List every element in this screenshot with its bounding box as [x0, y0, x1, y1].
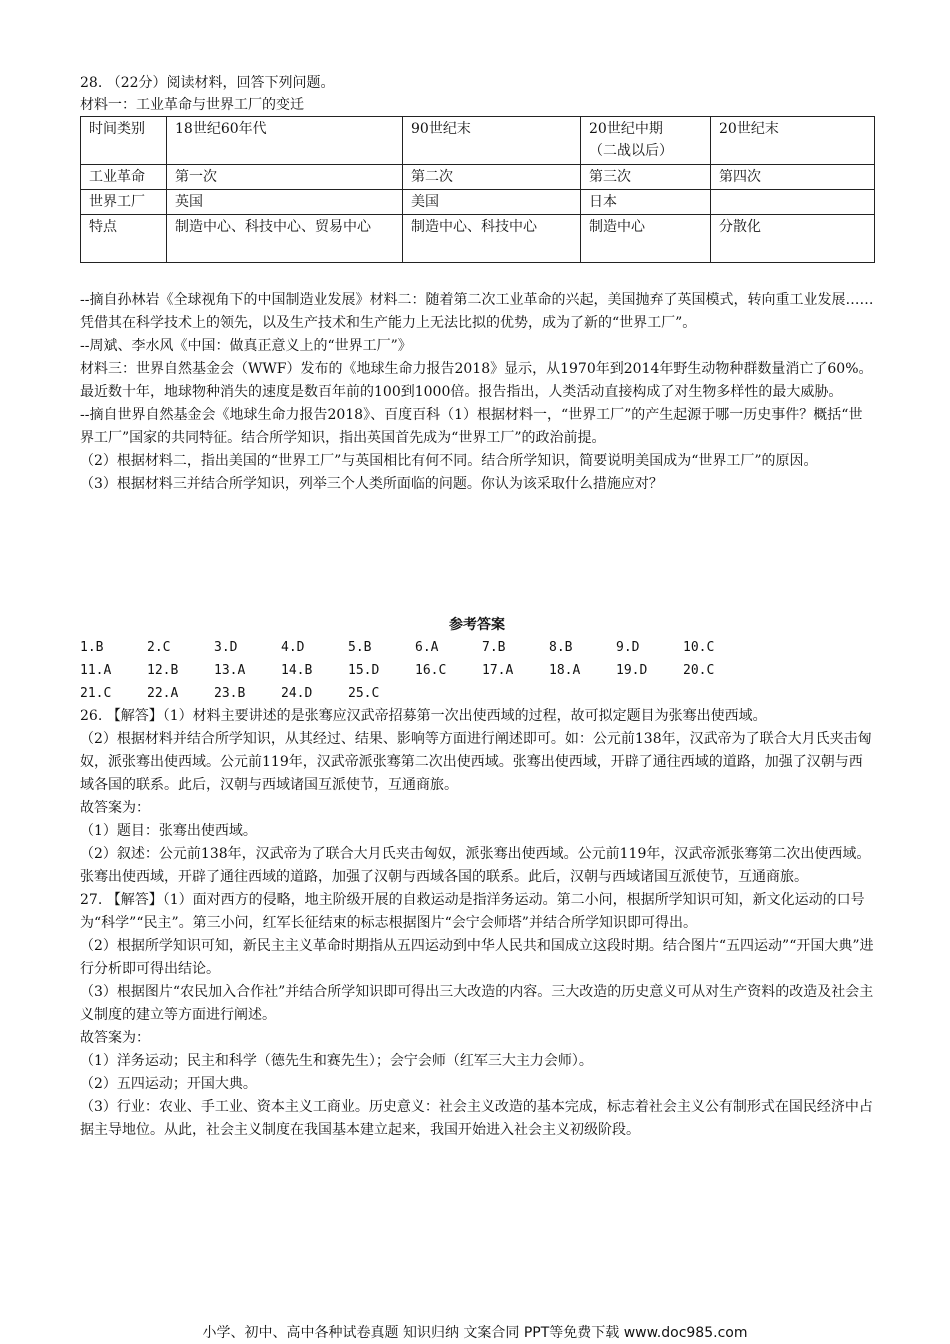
paragraph: （1）题目：张骞出使西域。: [80, 823, 257, 839]
answer-item: 15.D: [348, 663, 380, 678]
answer-item: 14.B: [281, 663, 313, 678]
table-row: [81, 215, 875, 263]
answer-item: 7.B: [482, 640, 506, 655]
paragraph: 26. 【解答】（1）材料主要讲述的是张骞应汉武帝招募第一次出使西域的过程，故可拟定题目为张骞出使西域。: [80, 708, 767, 724]
table-cell: 第三次: [581, 165, 711, 190]
answer-item: 19.D: [616, 663, 648, 678]
answer-item: 2.C: [147, 640, 171, 655]
answer-item: 6.A: [415, 640, 439, 655]
table-cell: 日本: [581, 190, 711, 215]
cell-line: 20世纪中期: [589, 121, 663, 137]
question-28-body: [80, 289, 874, 496]
footer-ad-text: 小学、初中、高中各种试卷真题 知识归纳 文案合同 PPT等免费下载 www.doc985.com: [202, 1325, 748, 1341]
table-cell: 世界工厂: [81, 190, 167, 215]
paragraph: 27. 【解答】（1）面对西方的侵略，地主阶级开展的自救运动是指洋务运动。第二小问，根据所学知识可知，新文化运动的口号为“科学”“民主”。第三小问，红军长征结束的标志根据图片“会宁会师塔”并结合所学知识即可得出。: [80, 892, 865, 931]
paragraph: 故答案为：: [80, 1030, 150, 1046]
answer-item: 1.B: [80, 640, 104, 655]
question-28-title: 28. （22分）阅读材料，回答下列问题。: [80, 75, 335, 91]
answer-item: 4.D: [281, 640, 305, 655]
paragraph: --摘自世界自然基金会《地球生命力报告2018》、百度百科（1）根据材料一，“世界工厂”的产生起源于哪一历史事件？概括“世界工厂”国家的共同特征。结合所学知识，指出英国首先成为“世界工厂”的政治前提。: [80, 407, 863, 446]
answer-item: 24.D: [281, 686, 313, 701]
material-1-title: 材料一：工业革命与世界工厂的变迁: [80, 97, 304, 113]
paragraph: --周斌、李水风《中国：做真正意义上的“世界工厂”》: [80, 338, 412, 354]
answer-item: 21.C: [80, 686, 112, 701]
paragraph: 故答案为：: [80, 800, 150, 816]
table-row: [81, 117, 875, 165]
paragraph: （3）根据图片“农民加入合作社”并结合所学知识即可得出三大改造的内容。三大改造的历史意义可从对生产资料的改造及社会主义制度的建立等方面进行阐述。: [80, 984, 874, 1023]
answer-item: 18.A: [549, 663, 581, 678]
answer-item: 23.B: [214, 686, 246, 701]
table-cell: 工业革命: [81, 165, 167, 190]
answer-item: 20.C: [683, 663, 715, 678]
table-cell: 90世纪末: [403, 117, 581, 165]
cell-line: （二战以后）: [589, 143, 673, 159]
answer-item: 13.A: [214, 663, 246, 678]
table-cell: 分散化: [711, 215, 875, 263]
paragraph: （3）根据材料三并结合所学知识，列举三个人类所面临的问题。你认为该采取什么措施应对？: [80, 476, 663, 492]
answer-item: 22.A: [147, 686, 179, 701]
answers-title: 参考答案: [449, 617, 505, 633]
answer-item: 16.C: [415, 663, 447, 678]
answer-item: 3.D: [214, 640, 238, 655]
paragraph: --摘自孙林岩《全球视角下的中国制造业发展》材料二：随着第二次工业革命的兴起，美国抛弃了英国模式，转向重工业发展……凭借其在科学技术上的领先，以及生产技术和生产能力上无法比拟的优势，成为了新的“世界工厂”。: [80, 292, 874, 331]
table-cell: 美国: [403, 190, 581, 215]
paragraph: （2）叙述：公元前138年，汉武帝为了联合大月氏夹击匈奴，派张骞出使西域。公元前119年，汉武帝派张骞第二次出使西域。张骞出使西域，开辟了通往西域的道路，加强了汉朝与西域各国的联系。此后，汉朝与西域诸国互派使节，互通商旅。: [80, 846, 871, 885]
answer-item: 10.C: [683, 640, 715, 655]
answer-item: 8.B: [549, 640, 573, 655]
answers-explanations: [80, 705, 874, 1142]
paragraph: （1）洋务运动；民主和科学（德先生和赛先生）；会宁会师（红军三大主力会师）。: [80, 1053, 593, 1069]
paragraph: （2）五四运动；开国大典。: [80, 1076, 257, 1092]
table-row: [81, 190, 875, 215]
table-cell: [711, 190, 875, 215]
answer-row: [80, 682, 874, 705]
answer-row: [80, 636, 874, 659]
table-cell: 制造中心: [581, 215, 711, 263]
answer-item: 9.D: [616, 640, 640, 655]
table-cell: 制造中心、科技中心: [403, 215, 581, 263]
answer-item: 11.A: [80, 663, 112, 678]
paragraph: （2）根据材料并结合所学知识，从其经过、结果、影响等方面进行阐述即可。如：公元前138年，汉武帝为了联合大月氏夹击匈奴，派张骞出使西域。公元前119年，汉武帝派张骞第二次出使西域。张骞出使西域，开辟了通往西域的道路，加强了汉朝与西域各国的联系。此后，汉朝与西域诸国互派使节，互通商旅。: [80, 731, 872, 793]
table-cell: 第二次: [403, 165, 581, 190]
answer-item: 25.C: [348, 686, 380, 701]
table-row: [81, 165, 875, 190]
table-cell: 20世纪末: [711, 117, 875, 165]
document-page: [80, 72, 874, 1142]
answer-item: 12.B: [147, 663, 179, 678]
answer-row: [80, 659, 874, 682]
answer-item: 5.B: [348, 640, 372, 655]
paragraph: （2）根据所学知识可知，新民主主义革命时期指从五四运动到中华人民共和国成立这段时期。结合图片“五四运动”“开国大典”进行分析即可得出结论。: [80, 938, 874, 977]
paragraph: （2）根据材料二，指出美国的“世界工厂”与英国相比有何不同。结合所学知识，简要说明美国成为“世界工厂”的原因。: [80, 453, 818, 469]
material-1-table: [80, 116, 875, 263]
table-cell: [581, 117, 711, 165]
table-cell: 制造中心、科技中心、贸易中心: [167, 215, 403, 263]
answer-item: 17.A: [482, 663, 514, 678]
table-cell: 第一次: [167, 165, 403, 190]
table-cell: 18世纪60年代: [167, 117, 403, 165]
paragraph: 材料三：世界自然基金会（WWF）发布的《地球生命力报告2018》显示，从1970年到2014年野生动物种群数量消亡了60%。最近数十年，地球物种消失的速度是数百年前的100到1000倍。报告指出，人类活动直接构成了对生物多样性的最大威胁。: [80, 361, 873, 400]
table-cell: 时间类别: [81, 117, 167, 165]
paragraph: （3）行业：农业、手工业、资本主义工商业。历史意义：社会主义改造的基本完成，标志着社会主义公有制形式在国民经济中占据主导地位。从此，社会主义制度在我国基本建立起来，我国开始进入社会主义初级阶段。: [80, 1099, 873, 1138]
table-cell: 第四次: [711, 165, 875, 190]
table-cell: 特点: [81, 215, 167, 263]
answer-grid: [80, 636, 874, 705]
table-cell: 英国: [167, 190, 403, 215]
